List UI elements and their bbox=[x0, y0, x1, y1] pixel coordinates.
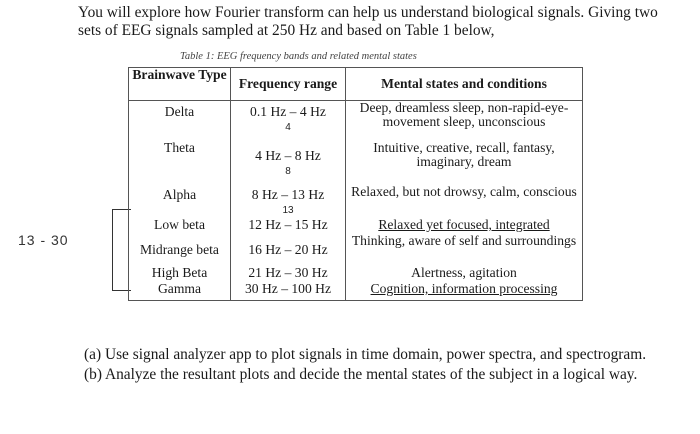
table-header-row bbox=[129, 68, 583, 101]
task-list bbox=[84, 346, 674, 386]
table-caption: Table 1: EEG frequency bands and related mental states bbox=[180, 51, 417, 62]
table-row bbox=[129, 218, 583, 234]
cell-type: Low beta bbox=[129, 218, 231, 234]
cell-type: Delta bbox=[129, 101, 231, 140]
cell-states: Alertness, agitation bbox=[346, 266, 583, 282]
header-mental-states: Mental states and conditions bbox=[346, 68, 583, 101]
cell-type: High Beta bbox=[129, 266, 231, 282]
cell-type: Theta bbox=[129, 139, 231, 185]
table-row bbox=[129, 101, 583, 140]
table-row bbox=[129, 185, 583, 218]
cell-states: Cognition, information processing bbox=[346, 282, 583, 301]
cell-states: Thinking, aware of self and surroundings bbox=[346, 234, 583, 266]
table-row bbox=[129, 282, 583, 301]
cell-range: 8 Hz – 13 Hz 13 bbox=[231, 185, 346, 218]
intro-paragraph: You will explore how Fourier transform can help us understand biological signals. Giving two sets of EEG signals sampled at 250 Hz and based on Table 1 below, bbox=[78, 4, 658, 39]
cell-range: 30 Hz – 100 Hz bbox=[231, 282, 346, 301]
task-label: (a) bbox=[84, 346, 102, 363]
task-text: Use signal analyzer app to plot signals in time domain, power spectra, and spectrogram. bbox=[104, 346, 647, 363]
task-text: Analyze the resultant plots and decide the mental states of the subject in a logical way. bbox=[104, 366, 638, 383]
cell-type: Midrange beta bbox=[129, 234, 231, 266]
eeg-frequency-table bbox=[128, 67, 583, 301]
handwritten-mark: 8 bbox=[285, 166, 291, 177]
cell-type: Gamma bbox=[129, 282, 231, 301]
cell-states: Relaxed, but not drowsy, calm, conscious bbox=[346, 185, 583, 218]
cell-range: 4 Hz – 8 Hz 8 bbox=[231, 139, 346, 185]
task-item bbox=[84, 346, 674, 364]
header-frequency-range: Frequency range bbox=[231, 68, 346, 101]
cell-states: Deep, dreamless sleep, non-rapid-eye-movement sleep, unconscious bbox=[346, 101, 583, 140]
task-item bbox=[84, 366, 674, 384]
cell-range: 0.1 Hz – 4 Hz 4 bbox=[231, 101, 346, 140]
cell-states: Intuitive, creative, recall, fantasy, imaginary, dream bbox=[346, 139, 583, 185]
table-row bbox=[129, 139, 583, 185]
header-brainwave-type: Brainwave Type bbox=[129, 68, 231, 101]
handwritten-margin-note: 13 - 30 bbox=[18, 232, 69, 248]
table-row bbox=[129, 234, 583, 266]
cell-range: 21 Hz – 30 Hz bbox=[231, 266, 346, 282]
handwritten-mark: 4 bbox=[285, 122, 291, 133]
cell-range: 12 Hz – 15 Hz bbox=[231, 218, 346, 234]
cell-range: 16 Hz – 20 Hz bbox=[231, 234, 346, 266]
task-label: (b) bbox=[84, 366, 102, 383]
handwritten-mark: 13 bbox=[282, 205, 294, 216]
cell-states: Relaxed yet focused, integrated bbox=[346, 218, 583, 234]
table-row bbox=[129, 266, 583, 282]
cell-type: Alpha bbox=[129, 185, 231, 218]
